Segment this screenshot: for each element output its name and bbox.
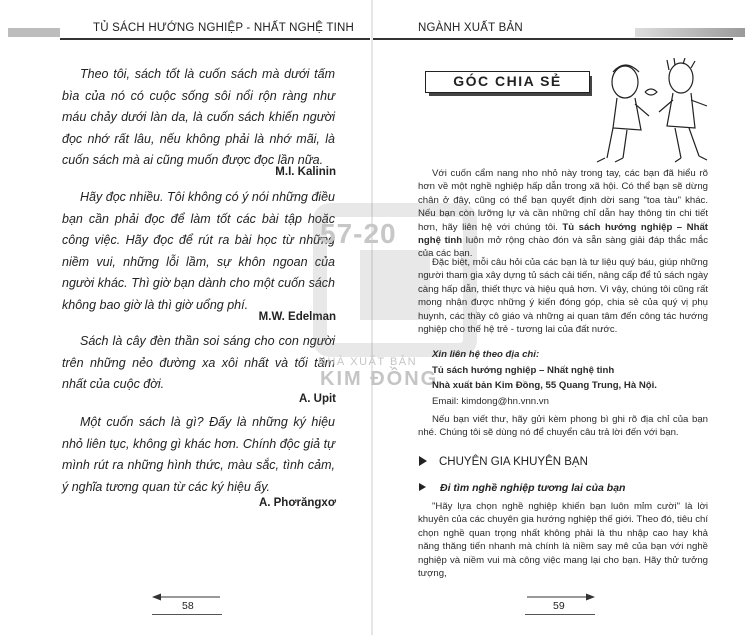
section-heading-text: CHUYÊN GIA KHUYÊN BẠN <box>439 456 588 468</box>
contact-label: Xin liên hệ theo địa chỉ: <box>432 349 540 360</box>
quote-1-author: M.I. Kalinin <box>275 166 336 178</box>
quote-2-text: Hãy đọc nhiều. Tôi không có ý nói những điều bạn cần phải đọc để làm tốt các bài tập hoặc công việc. Hãy đọc để rút ra bài học từ những niềm vui, những lỗi lầm, sự khôn ngoan của người khác. Thì giờ bạn dành cho một cuốn sách không bao giờ là thì giờ uổng phí. <box>62 190 335 312</box>
two-people-chatting-illustration <box>583 58 723 166</box>
header-rail-left <box>8 28 60 37</box>
footer-rule-left <box>152 614 222 615</box>
second-paragraph <box>418 256 708 336</box>
fourth-paragraph-text: "Hãy lựa chọn nghề nghiệp khiến bạn luôn mỉm cười" là lời khuyên của các chuyên gia hướng nghiệp thế giới. Theo đó, tiêu chí chọn nghề quan trọng nhất không phải là thu nhập cao hay khả năng thăng tiến nhanh mà chính là niềm say mê của bạn với nghề nghiệp và niềm vui mà công việc mang lại cho bạn. Hãy thử tưởng tượng, <box>418 501 708 580</box>
quote-2-author: M.W. Edelman <box>258 311 336 323</box>
contact-line-2: Nhà xuất bản Kim Đồng, 55 Quang Trung, Hà Nội. <box>432 380 657 392</box>
third-paragraph <box>418 413 708 440</box>
contact-email: Email: kimdong@hn.vnn.vn <box>432 395 549 407</box>
sub-heading-arrow-icon <box>419 483 426 491</box>
header-rail-right <box>635 28 745 37</box>
running-head-right: NGÀNH XUẤT BẢN <box>418 22 523 34</box>
intro-text-part-3: luôn mở rộng chào đón và sẵn sàng giải đáp thắc mắc của các bạn. <box>418 235 708 260</box>
fourth-paragraph <box>418 500 708 580</box>
right-page <box>373 0 745 635</box>
quote-4 <box>62 412 335 498</box>
footer-rule-right <box>525 614 595 615</box>
contact-line-1: Tủ sách hướng nghiệp – Nhất nghệ tinh <box>432 364 615 376</box>
banner-title: GÓC CHIA SẺ <box>453 73 562 89</box>
quote-4-text: Một cuốn sách là gì? Đấy là những ký hiệu nhỏ liên tục, không gì khác hơn. Chính độc giả tự mình rút ra những hình thức, màu sắc, tình cảm, ý nghĩa tương quan từ các ký hiệu ấy. <box>62 415 335 494</box>
third-paragraph-text: Nếu bạn viết thư, hãy gửi kèm phong bì ghi rõ địa chỉ của bạn nhé. Chúng tôi sẽ dùng nó để chuyển câu trả lời đến với bạn. <box>418 414 708 439</box>
quote-4-author: A. Phơrăngxơ <box>258 497 336 509</box>
sub-heading-text: Đi tìm nghề nghiệp tương lai của bạn <box>440 482 626 494</box>
second-paragraph-text: Đặc biệt, mỗi câu hỏi của các bạn là tư liệu quý báu, giúp những người tham gia xây dựng tủ sách cải tiến, nâng cấp để tủ sách ngày càng hấp dẫn, thiết thực và hiệu quả hơn. Vì vậy, chúng tôi cũng rất mong nhận được những ý kiến đóng góp, chia sẻ của quý vị phụ huynh, các thầy cô giáo và những ai quan tâm đến công tác hướng nghiệp cho thế hệ trẻ - tương lai của đất nước. <box>418 257 708 336</box>
page-number-right: 59 <box>553 600 565 612</box>
watermark-line-1: NHÀ XUẤT BẢN <box>318 356 418 368</box>
intro-text-part-1: Với cuốn cẩm nang nho nhỏ này trong tay, các bạn đã hiểu rõ hơn về một nghề nghiệp hấp dẫn trong xã hội. Có thể bạn sẽ dừng chân ở đây, cũng có thể bạn quyết định dời sang "toa tàu" khác. Nếu bạn còn lưỡng lự và cần những chỉ dẫn hay thông tin chi tiết hơn, hãy liên hệ với chúng tôi. <box>418 168 708 233</box>
page-number-left: 58 <box>182 600 194 612</box>
header-rule-left <box>60 38 370 40</box>
quote-2 <box>62 187 335 316</box>
section-heading <box>419 456 588 468</box>
quote-1 <box>62 64 335 172</box>
intro-text-bold: Tủ sách hướng nghiệp – Nhất nghệ tinh <box>418 221 708 247</box>
contact-block <box>432 347 657 409</box>
section-arrow-icon <box>419 456 427 466</box>
watermark-line-2: KIM ĐỒNG <box>320 368 439 390</box>
quote-3-author: A. Upit <box>298 393 336 405</box>
quote-3 <box>62 331 335 396</box>
running-head-left: TỦ SÁCH HƯỚNG NGHIỆP - NHẤT NGHỆ TINH <box>93 22 354 34</box>
intro-paragraph <box>418 167 708 261</box>
header-rule-right <box>373 38 733 40</box>
sub-heading <box>419 482 625 494</box>
watermark-number: 57-20 <box>320 218 397 249</box>
quote-3-text: Sách là cây đèn thần soi sáng cho con người trên những nẻo đường xa xôi nhất và tối tăm nhất của cuộc đời. <box>62 334 335 391</box>
left-page <box>0 0 372 635</box>
goc-chia-se-banner <box>425 71 590 93</box>
quote-1-text: Theo tôi, sách tốt là cuốn sách mà dưới tấm bìa của nó có cuộc sống sôi nổi rộn ràng như máu chảy dưới làn da, là cuốn sách khiến người đọc nhớ rất lâu, nếu không phải là nhớ mãi, là cuốn sách mà ai cũng muốn được đọc lần nữa. <box>62 67 335 167</box>
